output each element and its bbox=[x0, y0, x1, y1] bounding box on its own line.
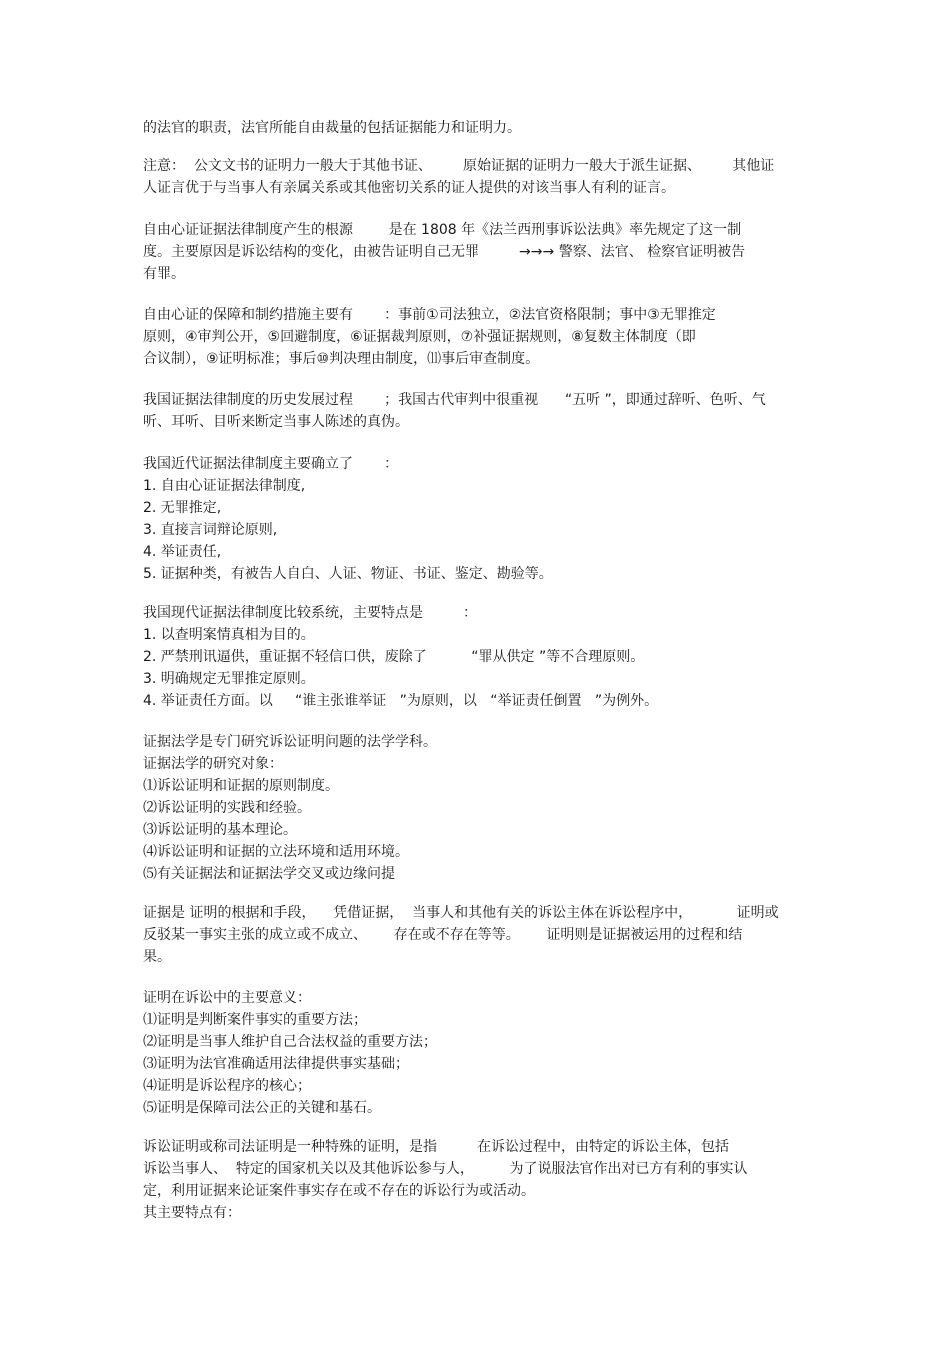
paragraph-judge-discretion bbox=[143, 117, 808, 139]
text-line: 自由心证的保障和制约措施主要有 ：事前①司法独立，②法官资格限制；事中③无罪推定 bbox=[143, 307, 716, 323]
text-line: 听、耳听、目听来断定当事人陈述的真伪。 bbox=[143, 414, 409, 430]
text-line: 果。 bbox=[143, 949, 171, 965]
text-line: 证明在诉讼中的主要意义： bbox=[143, 990, 311, 1006]
list-item: 4. 举证责任方面。以 “谁主张谁举证 ”为原则，以 “举证责任倒置 ”为例外。 bbox=[143, 693, 659, 709]
text-line: 证据是 证明的根据和手段， 凭借证据， 当事人和其他有关的诉讼主体在诉讼程序中， 证明或 bbox=[143, 905, 779, 921]
text-line: 诉讼证明或称司法证明是一种特殊的证明，是指 在诉讼过程中，由特定的诉讼主体，包括 bbox=[143, 1139, 730, 1155]
list-item: 4. 举证责任, bbox=[143, 544, 222, 560]
text-line: 定，利用证据来论证案件事实存在或不存在的诉讼行为或活动。 bbox=[143, 1183, 535, 1199]
text-line: 我国现代证据法律制度比较系统，主要特点是 ： bbox=[143, 605, 478, 621]
paragraph-modern-early-system bbox=[143, 453, 808, 585]
list-item: ⑴诉讼证明和证据的原则制度。 bbox=[143, 778, 339, 794]
text-line: 度。主要原因是诉讼结构的变化，由被告证明自己无罪 →→→ 警察、法官、 检察官证明被告 bbox=[143, 244, 746, 260]
paragraph-free-evaluation-origin bbox=[143, 219, 808, 285]
paragraph-litigation-proof bbox=[143, 1136, 808, 1224]
paragraph-evidence-definition bbox=[143, 902, 808, 968]
text-line: 合议制），⑨证明标准；事后⑩判决理由制度，⑾事后审查制度。 bbox=[143, 351, 540, 367]
text-line: 诉讼当事人、 特定的国家机关以及其他诉讼参与人， 为了说服法官作出对已方有利的事实认 bbox=[143, 1161, 748, 1177]
paragraph-modern-system bbox=[143, 602, 808, 712]
list-item: ⑴证明是判断案件事实的重要方法； bbox=[143, 1012, 367, 1028]
text-line: 有罪。 bbox=[143, 266, 185, 282]
list-item: ⑷证明是诉讼程序的核心； bbox=[143, 1078, 311, 1094]
paragraph-proof-significance bbox=[143, 987, 808, 1119]
list-item: 1. 以查明案情真相为目的。 bbox=[143, 627, 315, 643]
list-item: ⑸证明是保障司法公正的关键和基石。 bbox=[143, 1100, 381, 1116]
text-line: 我国证据法律制度的历史发展过程 ；我国古代审判中很重视 “五听 ”，即通过辞听、色听、气 bbox=[143, 392, 766, 408]
text-line: 自由心证证据法律制度产生的根源 是在 1808 年《法兰西刑事诉讼法典》率先规定了这一制 bbox=[143, 222, 742, 238]
list-item: 3. 直接言词辩论原则, bbox=[143, 522, 278, 538]
list-item: ⑶诉讼证明的基本理论。 bbox=[143, 822, 297, 838]
paragraph-history bbox=[143, 389, 808, 433]
text-line: 反驳某一事实主张的成立或不成立、 存在或不存在等等。 证明则是证据被运用的过程和结 bbox=[143, 927, 743, 943]
list-item: ⑷诉讼证明和证据的立法环境和适用环境。 bbox=[143, 844, 409, 860]
list-item: 2. 无罪推定, bbox=[143, 500, 222, 516]
text-line: 人证言优于与当事人有亲属关系或其他密切关系的证人提供的对该当事人有利的证言。 bbox=[143, 180, 675, 196]
list-item: ⑸有关证据法和证据法学交叉或边缘问提 bbox=[143, 866, 395, 882]
list-item: ⑶证明为法官准确适用法律提供事实基础； bbox=[143, 1056, 409, 1072]
paragraph-note-probative-force bbox=[143, 155, 808, 199]
text-line: 的法官的职责，法官所能自由裁量的包括证据能力和证明力。 bbox=[143, 120, 521, 136]
text-line: 其主要特点有： bbox=[143, 1205, 241, 1221]
list-item: 5. 证据种类，有被告人自白、人证、物证、书证、鉴定、勘验等。 bbox=[143, 566, 553, 582]
paragraph-safeguards bbox=[143, 304, 808, 370]
text-line: 证据法学是专门研究诉讼证明问题的法学学科。 bbox=[143, 734, 437, 750]
text-line: 原则，④审判公开，⑤回避制度，⑥证据裁判原则，⑦补强证据规则，⑧复数主体制度（即 bbox=[143, 329, 696, 345]
list-item: 3. 明确规定无罪推定原则。 bbox=[143, 671, 315, 687]
paragraph-evidence-law-science bbox=[143, 731, 808, 885]
list-item: ⑵诉讼证明的实践和经验。 bbox=[143, 800, 311, 816]
list-item: 1. 自由心证证据法律制度, bbox=[143, 478, 306, 494]
text-line: 注意： 公文文书的证明力一般大于其他书证、 原始证据的证明力一般大于派生证据、 其他证 bbox=[143, 158, 775, 174]
text-line: 我国近代证据法律制度主要确立了 ： bbox=[143, 456, 399, 472]
list-item: 2. 严禁刑讯逼供，重证据不轻信口供，废除了 “罪从供定 ”等不合理原则。 bbox=[143, 649, 645, 665]
text-line: 证据法学的研究对象： bbox=[143, 756, 283, 772]
list-item: ⑵证明是当事人维护自己合法权益的重要方法； bbox=[143, 1034, 437, 1050]
